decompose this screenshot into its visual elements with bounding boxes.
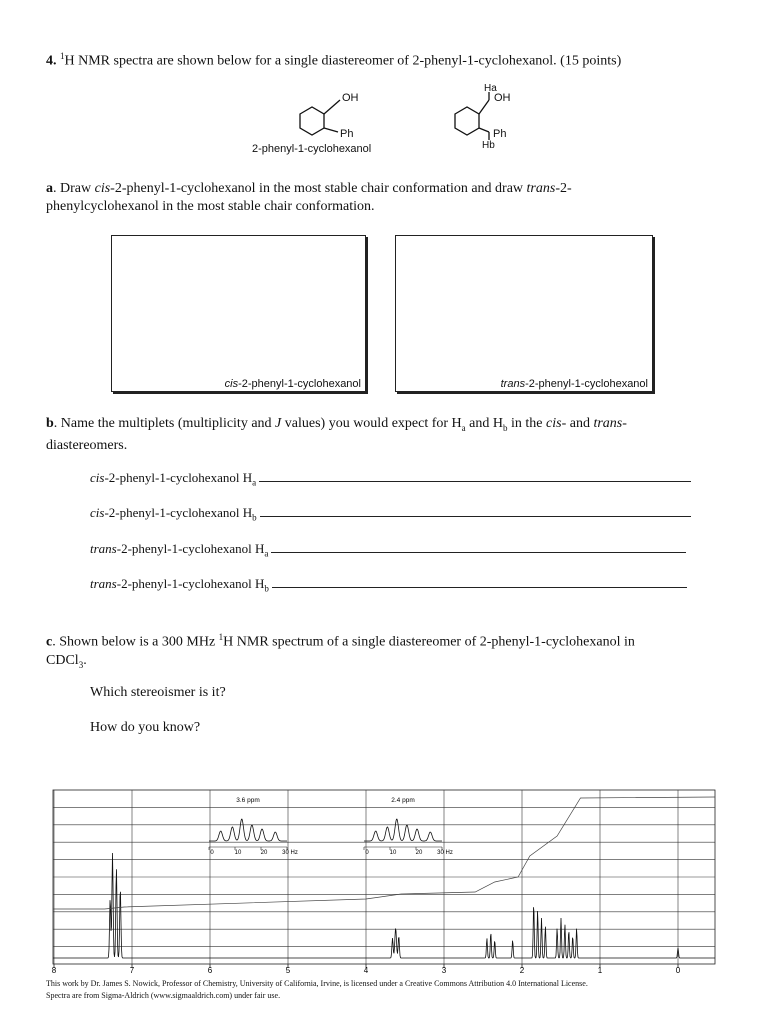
part-a-cis: cis bbox=[94, 181, 111, 196]
row-sub: a bbox=[264, 548, 269, 559]
x-tick-label: 3 bbox=[441, 966, 447, 975]
part-c-t2: H NMR spectrum of a single diastereomer of 2-phenyl-1-cyclohexanol in bbox=[223, 634, 635, 650]
part-a-trans: trans bbox=[526, 181, 556, 196]
part-b-j: J bbox=[275, 416, 282, 431]
right-oh-bond bbox=[479, 100, 489, 114]
x-tick-label: 1 bbox=[597, 966, 603, 975]
inset-left-tick-label: 0 bbox=[210, 850, 214, 856]
answer-blank-cis-ha[interactable] bbox=[259, 480, 691, 482]
part-b-t2: values) you would expect for H bbox=[281, 416, 462, 431]
right-ph-bond bbox=[479, 128, 489, 132]
question-text: H NMR spectra are shown below for a single diastereomer of 2-phenyl-1-cyclohexanol. (15 points) bbox=[64, 53, 622, 69]
footer-license: This work by Dr. James S. Nowick, Professor of Chemistry, University of California, Irvine, is licensed under a Creative Commons Attribution 4.0 International License. bbox=[46, 979, 588, 988]
x-tick-label: 7 bbox=[129, 966, 135, 975]
structure-caption: 2-phenyl-1-cyclohexanol bbox=[252, 143, 372, 155]
answer-row-trans-ha bbox=[90, 541, 686, 559]
part-b-label: b bbox=[46, 416, 54, 431]
question-header bbox=[46, 47, 621, 71]
spectrum-trace bbox=[53, 853, 715, 958]
answer-blank-trans-ha[interactable] bbox=[271, 551, 686, 553]
x-tick-label: 5 bbox=[285, 966, 291, 975]
cis-box-italic: cis bbox=[224, 378, 239, 390]
answer-blank-cis-hb[interactable] bbox=[260, 515, 691, 517]
x-tick-label: 2 bbox=[519, 966, 525, 975]
question-sup: 1 bbox=[60, 51, 65, 61]
row-italic: cis bbox=[90, 505, 105, 520]
cis-box-label bbox=[225, 378, 361, 390]
part-a-t1: . Draw bbox=[53, 181, 95, 196]
row-rest: -2-phenyl-1-cyclohexanol H bbox=[104, 505, 253, 520]
part-a-t3: -2- bbox=[555, 181, 572, 196]
x-tick-label: 4 bbox=[363, 966, 369, 975]
part-a-label: a bbox=[46, 181, 53, 196]
answer-row-trans-hb bbox=[90, 576, 687, 594]
question-how-do-you-know: How do you know? bbox=[90, 720, 201, 735]
left-ring bbox=[300, 107, 324, 135]
part-c-t4: . bbox=[83, 652, 87, 668]
row-rest: -2-phenyl-1-cyclohexanol H bbox=[104, 470, 253, 485]
question-number: 4. bbox=[46, 53, 57, 69]
left-ph-bond bbox=[324, 128, 338, 132]
right-ph-label: Ph bbox=[493, 128, 507, 140]
inset-right-tick-label: 0 bbox=[365, 850, 369, 856]
part-b-t1: . Name the multiplets (multiplicity and bbox=[53, 416, 276, 431]
cis-drawing-box[interactable] bbox=[111, 235, 366, 392]
right-ring bbox=[455, 107, 479, 135]
part-b-t5: - and bbox=[561, 416, 594, 431]
part-c-sub3: 3 bbox=[78, 659, 84, 670]
cis-box-rest: -2-phenyl-1-cyclohexanol bbox=[238, 378, 361, 390]
inset-left-tick-label: 20 bbox=[260, 850, 268, 856]
inset-right-trace bbox=[364, 819, 442, 841]
row-italic: trans bbox=[90, 541, 117, 556]
hb-label: Hb bbox=[482, 140, 495, 151]
part-a-t4: phenylcyclohexanol in the most stable chair conformation. bbox=[46, 199, 375, 214]
part-c-text bbox=[46, 628, 736, 673]
row-italic: cis bbox=[90, 470, 105, 485]
part-b-t6: - bbox=[622, 416, 627, 431]
part-b-sub-a: a bbox=[461, 422, 466, 433]
question-which-stereoisomer: Which stereoismer is it? bbox=[90, 685, 226, 700]
trans-box-italic: trans bbox=[500, 378, 526, 390]
part-c-sup: 1 bbox=[218, 632, 224, 642]
x-tick-label: 6 bbox=[207, 966, 213, 975]
row-italic: trans bbox=[90, 576, 117, 591]
footer-source: Spectra are from Sigma-Aldrich (www.sigmaaldrich.com) under fair use. bbox=[46, 991, 281, 1000]
part-c-label: c bbox=[46, 634, 53, 650]
inset-left-label: 3.6 ppm bbox=[236, 797, 260, 804]
inset-left-tick-label: 30 Hz bbox=[282, 850, 298, 856]
part-a-text bbox=[46, 180, 726, 216]
inset-left-trace bbox=[209, 819, 287, 841]
ha-label: Ha bbox=[484, 83, 497, 94]
part-b-t4: in the bbox=[507, 416, 546, 431]
part-b-t3: and H bbox=[465, 416, 503, 431]
part-c-t3: CDCl bbox=[46, 652, 79, 668]
row-rest: -2-phenyl-1-cyclohexanol H bbox=[116, 541, 265, 556]
part-b-text bbox=[46, 415, 726, 455]
part-b-t7: diastereomers. bbox=[46, 437, 128, 453]
inset-right-tick-label: 30 Hz bbox=[437, 850, 453, 856]
row-sub: b bbox=[264, 583, 269, 594]
answer-row-cis-ha bbox=[90, 470, 691, 488]
right-oh-label: OH bbox=[494, 92, 511, 104]
left-ph-label: Ph bbox=[340, 128, 354, 140]
row-sub: a bbox=[252, 477, 257, 488]
trans-box-label bbox=[501, 378, 648, 390]
left-oh-bond bbox=[324, 100, 340, 114]
integral-curve bbox=[53, 797, 715, 909]
inset-left-tick-label: 10 bbox=[234, 850, 242, 856]
trans-drawing-box[interactable] bbox=[395, 235, 653, 392]
part-b-cis: cis bbox=[546, 416, 562, 431]
answer-blank-trans-hb[interactable] bbox=[272, 586, 687, 588]
row-sub: b bbox=[252, 512, 257, 523]
x-tick-label: 8 bbox=[51, 966, 57, 975]
trans-box-rest: -2-phenyl-1-cyclohexanol bbox=[525, 378, 648, 390]
x-tick-label: 0 bbox=[675, 966, 681, 975]
inset-right-label: 2.4 ppm bbox=[391, 797, 415, 804]
answer-row-cis-hb bbox=[90, 505, 691, 523]
inset-right-tick-label: 20 bbox=[415, 850, 423, 856]
left-oh-label: OH bbox=[342, 92, 359, 104]
nmr-spectrum bbox=[40, 786, 730, 976]
part-b-sub-b: b bbox=[503, 422, 508, 433]
part-a-t2: -2-phenyl-1-cyclohexanol in the most stable chair conformation and draw bbox=[110, 181, 527, 196]
inset-right-tick-label: 10 bbox=[389, 850, 397, 856]
part-b-trans: trans bbox=[593, 416, 623, 431]
row-rest: -2-phenyl-1-cyclohexanol H bbox=[116, 576, 265, 591]
part-c-t1: . Shown below is a 300 MHz bbox=[52, 634, 219, 650]
